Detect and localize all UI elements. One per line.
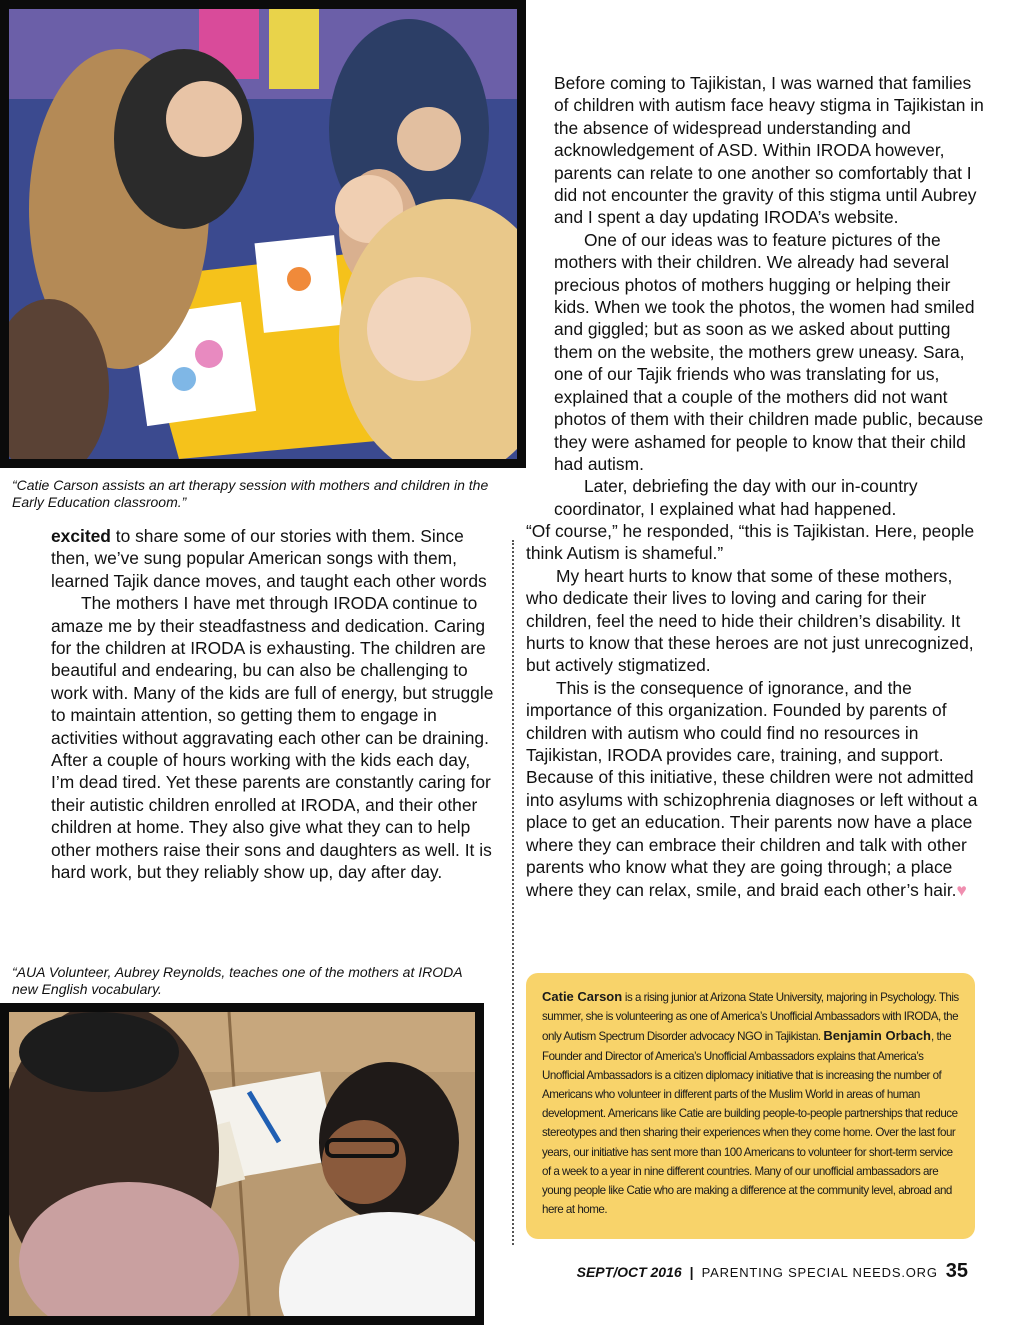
art-therapy-photo-image xyxy=(9,9,517,459)
bio-name-catie: Catie Carson xyxy=(542,989,623,1004)
page-footer xyxy=(577,1260,968,1283)
paragraph-debrief-start: Later, debriefing the day with our in-country coordinator, I explained what had happened. xyxy=(554,476,918,519)
publication-name: PARENTING SPECIAL NEEDS.ORG xyxy=(701,1265,938,1280)
english-lesson-photo xyxy=(0,1003,484,1325)
page-number: 35 xyxy=(945,1260,968,1282)
lead-bold-word: excited xyxy=(51,526,111,546)
bio-text-benjamin: , the Founder and Director of America’s Unofficial Ambassadors explains that America’s Unofficial Ambassadors is a citizen diplomacy initiative that is increasing the number of Americans who volunteer in different parts of the Muslim World in areas of human development. Americans like Catie are building people-to-people partnerships that reduce stereotypes and then sharing their experiences when they come home. Over the last four years, our initiative has sent more than 100 Americans to volunteer for short-term service of a week to a year in nine different countries. Many of our unofficial ambassadors are young people like Catie who are making a difference at the community level, abroad and here at home. xyxy=(542,1030,958,1217)
footer-separator: | xyxy=(689,1264,694,1280)
paragraph-warning: Before coming to Tajikistan, I was warned that families of children with autism face heavy stigma in Tajikistan in the absence of widespread understanding and acknowledgement of ASD. Within IRODA however, parents can relate to one another so comfortably that I did not encounter the gravity of this stigma until Aubrey and I spent a day updating IRODA’s website. xyxy=(554,73,984,228)
bio-text-catie: is a rising junior at Arizona State University, majoring in Psychology. This summer, she is volunteering as one of America’s Unofficial Ambassadors with IRODA, the only Autism Spectrum Disorder advocacy NGO in Tajikistan. xyxy=(542,991,959,1044)
top-photo-caption: “Catie Carson assists an art therapy session with mothers and children in the Early Education classroom.” xyxy=(12,477,489,510)
paragraph-consequence xyxy=(526,677,982,901)
english-lesson-photo-image xyxy=(9,1012,475,1316)
author-bio-box xyxy=(526,973,975,1239)
column-divider xyxy=(512,540,514,1245)
paragraph-mothers: The mothers I have met through IRODA continue to amaze me by their steadfastness and dedication. Caring for the children at IRODA is exhausting. The children are beautiful and endearing, bu can also be challenging to work with. Many of the kids are full of energy, but struggle to maintain attention, so getting them to engage in activities without aggravating each other can be draining. After a couple of hours working with the kids each day, I’m dead tired. Yet these parents are constantly caring for their autistic children enrolled at IRODA, and their other children at home. They also give what they can to help other mothers raise their sons and daughters as well. It is hard work, but they reliably show up, day after day. xyxy=(51,593,494,883)
art-therapy-photo xyxy=(0,0,526,468)
paragraph-heart: My heart hurts to know that some of these mothers, who dedicate their lives to loving and caring for their children, feel the need to hide their children’s disability. It hurts to know that these heroes are not just unrecognized, but actively stigmatized. xyxy=(526,565,974,676)
right-column-upper xyxy=(554,72,984,520)
heart-icon: ♥ xyxy=(956,879,967,900)
paragraph-debrief-end: “Of course,” he responded, “this is Tajikistan. Here, people think Autism is shameful.” xyxy=(526,521,975,564)
paragraph-photos: One of our ideas was to feature pictures of the mothers with their children. We already had several precious photos of mothers hugging or helping their kids. When we took the photos, the women had smiled and giggled; but as soon as we asked about putting them on the website, the mothers grew uneasy. Sara, one of our Tajik friends who was translating for us, explained that a couple of the mothers did not want photos of them with their children made public, because they were ashamed for people to know that their child had autism. xyxy=(554,229,984,474)
right-column-lower xyxy=(526,520,982,901)
bottom-photo-caption: “AUA Volunteer, Aubrey Reynolds, teaches one of the mothers at IRODA new English vocabulary. xyxy=(12,964,463,997)
left-column xyxy=(51,525,497,884)
paragraph-excited-rest: to share some of our stories with them. Since then, we’ve sung popular American songs with them, learned Tajik dance moves, and taught each other words xyxy=(51,526,487,591)
issue-date: SEPT/OCT 2016 xyxy=(576,1264,682,1280)
paragraph-consequence-text: This is the consequence of ignorance, and the importance of this organization. Founded by parents of children with autism who could find no resources in Tajikistan, IRODA provides care, training, and support. Because of this initiative, these children were not admitted into asylums with schizophrenia diagnoses or left without a place to get an education. Their parents now have a place where they can embrace their children and talk with other parents who know what they are going through; a place where they can relax, smile, and braid each other’s hair. xyxy=(526,677,978,900)
paragraph-excited xyxy=(51,525,497,592)
bio-name-benjamin: Benjamin Orbach xyxy=(823,1028,931,1044)
